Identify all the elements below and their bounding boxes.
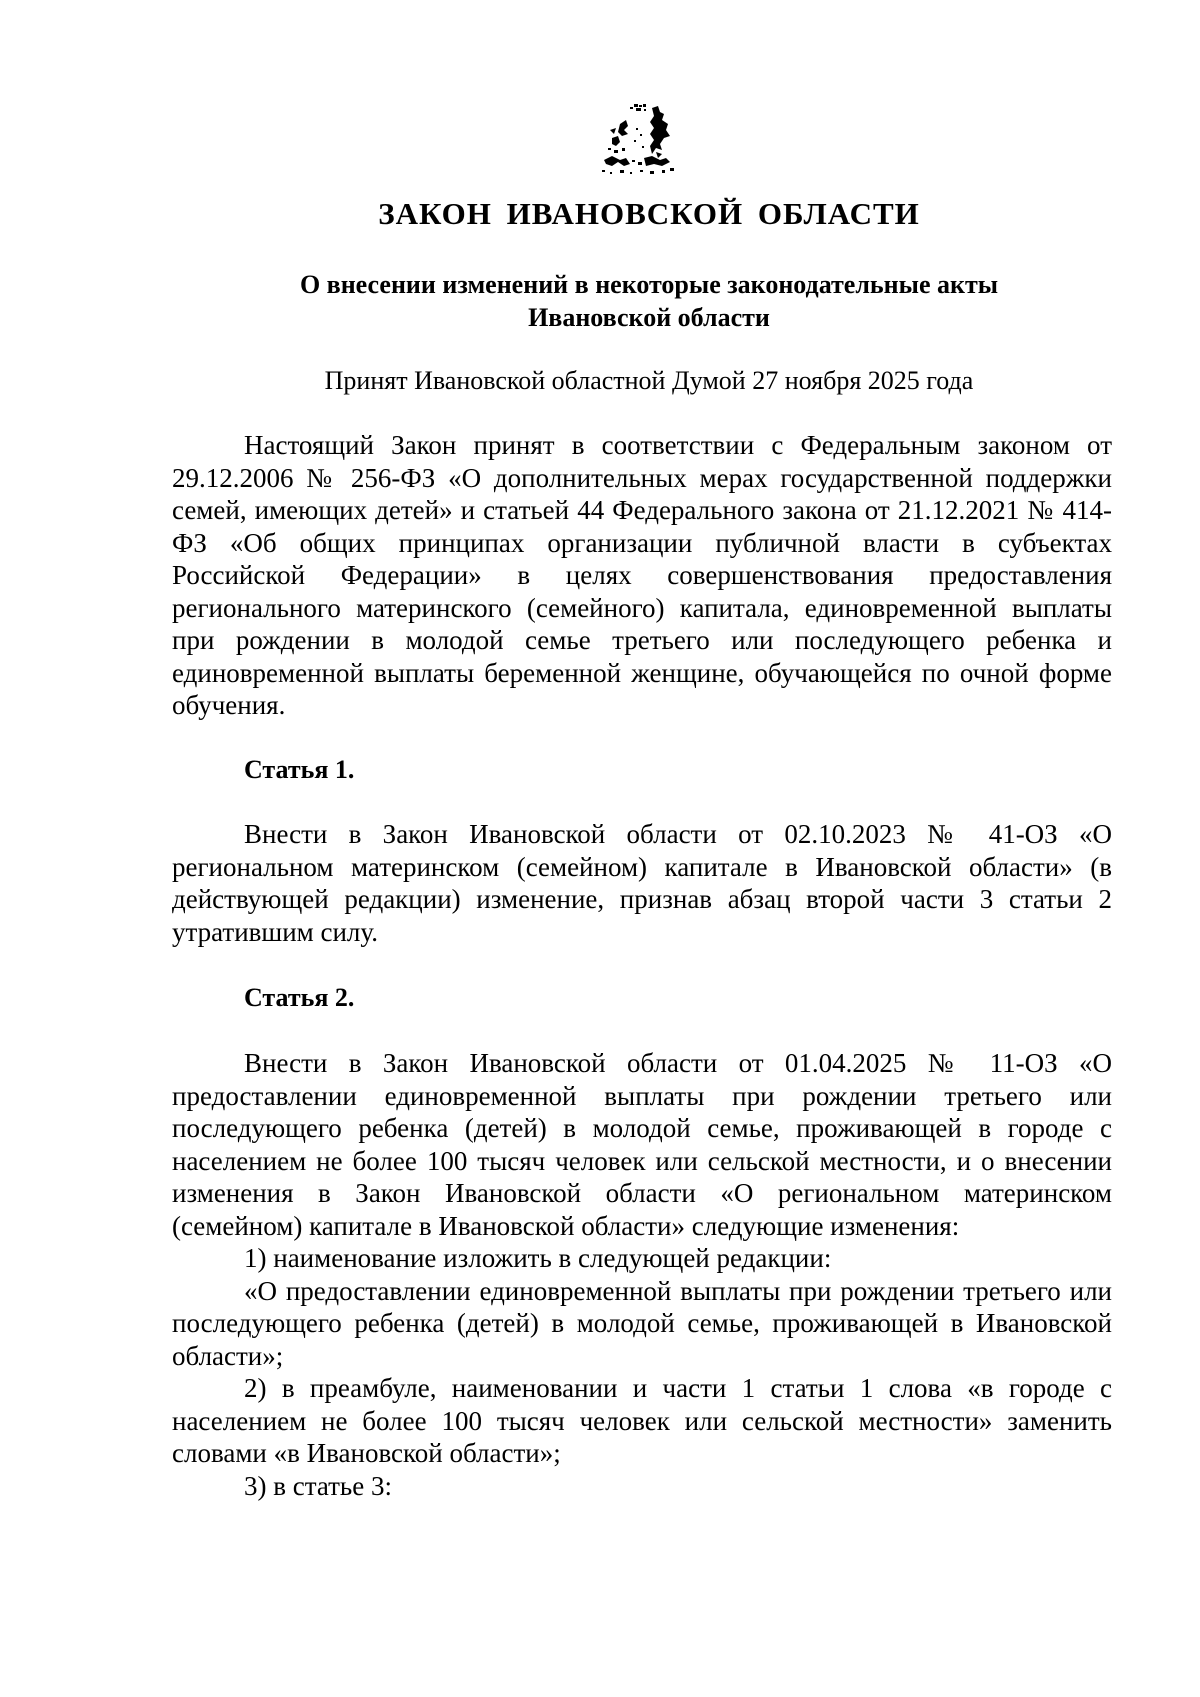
article-2-item: 2) в преамбуле, наименовании и части 1 статьи 1 слова «в городе с населением не более 100 тысяч человек или сельской местности» заменить словами «в Ивановской области»;	[172, 1373, 1112, 1468]
article-1-paragraph: Внести в Закон Ивановской области от 02.10.2023 № 41-ОЗ «О региональном материнском (семейном) капитале в Ивановской области» (в действующей редакции) изменение, признав абзац второй части 3 статьи 2 утратившим силу.	[172, 819, 1112, 947]
article-2-item: «О предоставлении единовременной выплаты при рождении третьего или последующего ребенка (детей) в молодой семье, проживающей в Ивановской области»;	[172, 1275, 1112, 1371]
adoption-statement: Принят Ивановской областной Думой 27 ноября 2025 года	[324, 366, 974, 395]
preamble-section	[172, 429, 1112, 722]
article-1-heading: Статья 1.	[244, 755, 355, 784]
law-title: ЗАКОН ИВАНОВСКОЙ ОБЛАСТИ	[378, 196, 920, 231]
article-1-section	[172, 818, 1112, 948]
preamble-paragraph: Настоящий Закон принят в соответствии с Федеральным законом от 29.12.2006 № 256-ФЗ «О дополнительных мерах государственной поддержки семей, имеющих детей» и статьей 44 Федерального закона от 21.12.2021 № 414-ФЗ «Об общих принципах организации публичной власти в субъектах Российской Федерации» в целях совершенствования предоставления регионального материнского (семейного) капитала, единовременной выплаты при рождении в молодой семье третьего или последующего ребенка и единовременной выплаты беременной женщине, обучающейся по очной форме обучения.	[172, 430, 1112, 720]
law-subtitle-line1: О внесении изменений в некоторые законодательные акты	[299, 270, 999, 299]
article-2-item: 3) в статье 3:	[244, 1470, 392, 1501]
law-subtitle-line2: Ивановской области	[528, 303, 770, 332]
article-2-item: 1) наименование изложить в следующей редакции:	[244, 1243, 832, 1273]
article-2-heading: Статья 2.	[244, 983, 355, 1012]
law-subtitle	[0, 268, 1200, 334]
coat-of-arms-emblem	[600, 104, 676, 178]
article-2-section	[172, 1047, 1112, 1502]
article-2-paragraph: Внести в Закон Ивановской области от 01.04.2025 № 11-ОЗ «О предоставлении единовременной выплаты при рождении третьего или последующего ребенка (детей) в молодой семье, проживающей в городе с населением не более 100 тысяч человек или сельской местности, и о внесении изменения в Закон Ивановской области «О региональном материнском (семейном) капитале в Ивановской области» следующие изменения:	[172, 1048, 1112, 1241]
